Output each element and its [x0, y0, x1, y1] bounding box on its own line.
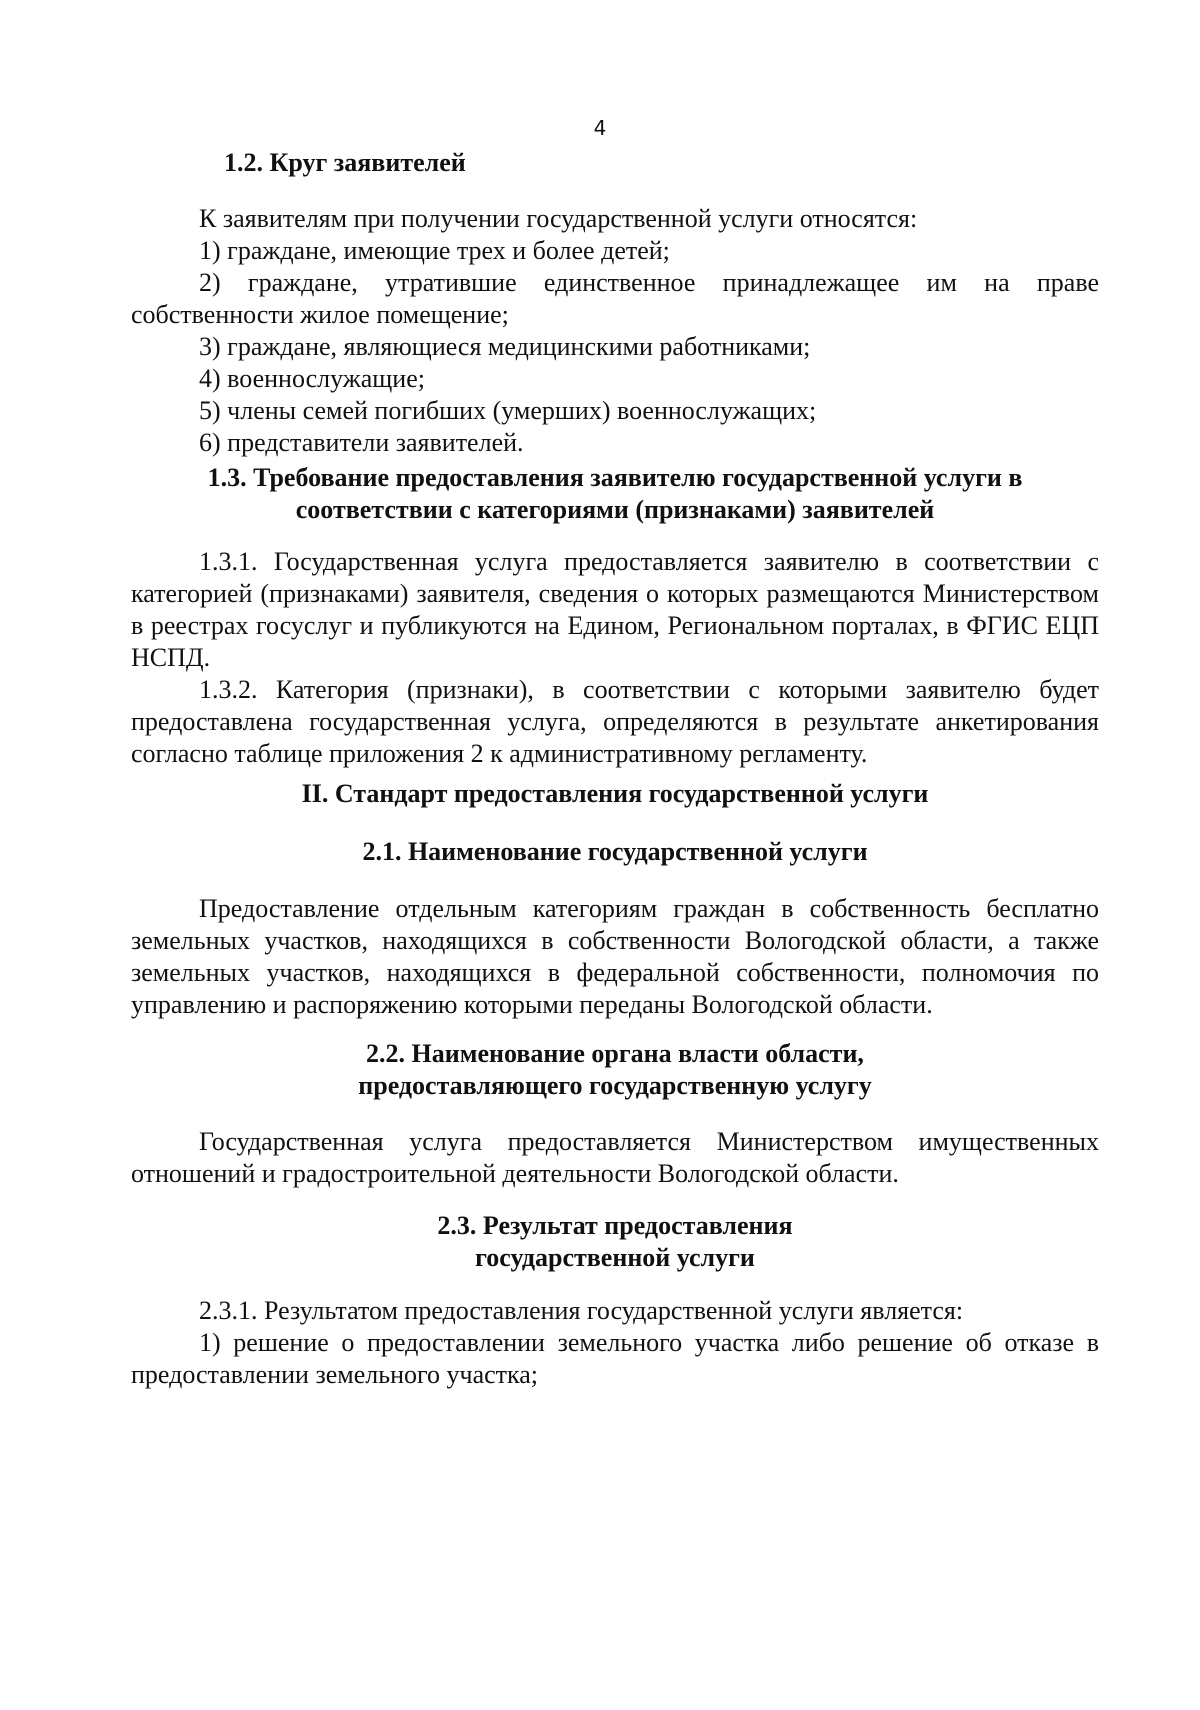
page-number: 4: [593, 116, 607, 140]
list-item: 1) решение о предоставлении земельного участка либо решение об отказе в предоставлении земельного участка;: [131, 1328, 1099, 1389]
section-1-3-heading: [131, 462, 1099, 526]
section-2-2-heading-line1: 2.2. Наименование органа власти области,: [366, 1039, 864, 1068]
section-2-3-heading-line2: государственной услуги: [475, 1243, 755, 1272]
section-2-2-body: [131, 1126, 1099, 1190]
section-2-2-text: Государственная услуга предоставляется Министерством имущественных отношений и градостроительной деятельности Вологодской области.: [131, 1127, 1099, 1188]
list-item: 2) граждане, утратившие единственное принадлежащее им на праве собственности жилое помещение;: [131, 268, 1099, 329]
paragraph-1-3-1: 1.3.1. Государственная услуга предоставляется заявителю в соответствии с категорией (признаками) заявителя, сведения о которых размещаются Министерством в реестрах госуслуг и публикуются на Едином, Региональном порталах, в ФГИС ЕЦП НСПД.: [131, 547, 1099, 672]
section-2-heading-block: [131, 778, 1099, 810]
section-1-3-heading-line2: соответствии с категориями (признаками) заявителей: [295, 495, 935, 524]
section-2-1-heading: 2.1. Наименование государственной услуги: [362, 837, 868, 866]
list-item: 3) граждане, являющиеся медицинскими работниками;: [199, 332, 811, 361]
section-2-3-heading-line1: 2.3. Результат предоставления: [437, 1211, 793, 1240]
section-2-1-heading-block: [131, 836, 1099, 868]
section-2-heading: II. Стандарт предоставления государственной услуги: [301, 779, 929, 808]
section-1-2-heading: 1.2. Круг заявителей: [224, 148, 466, 177]
paragraph-1-3-2: 1.3.2. Категория (признаки), в соответствии с которыми заявителю будет предоставлена государственная услуга, определяются в результате анкетирования согласно таблице приложения 2 к административному регламенту.: [131, 675, 1099, 768]
section-1-2-intro: К заявителям при получении государственной услуги относятся:: [199, 204, 918, 233]
section-2-3-heading: [131, 1210, 1099, 1274]
list-item: 1) граждане, имеющие трех и более детей;: [199, 236, 670, 265]
section-2-1-text: Предоставление отдельным категориям граждан в собственность бесплатно земельных участков, находящихся в собственности Вологодской области, а также земельных участков, находящихся в федеральной собственности, полномочия по управлению и распоряжению которыми переданы Вологодской области.: [131, 894, 1099, 1019]
list-item: 5) члены семей погибших (умерших) военнослужащих;: [199, 396, 817, 425]
section-2-2-heading-line2: предоставляющего государственную услугу: [358, 1071, 872, 1100]
section-1-2-body: [131, 203, 1099, 459]
section-1-3-heading-line1: 1.3. Требование предоставления заявителю государственной услуги в: [207, 463, 1023, 492]
section-1-3-body: [131, 546, 1099, 770]
section-2-3-body: [131, 1295, 1099, 1391]
section-2-1-body: [131, 893, 1099, 1021]
list-item: 6) представители заявителей.: [199, 428, 524, 457]
list-item: 4) военнослужащие;: [199, 364, 425, 393]
section-2-2-heading: [131, 1038, 1099, 1102]
paragraph-2-3-1: 2.3.1. Результатом предоставления государственной услуги является:: [199, 1296, 964, 1325]
